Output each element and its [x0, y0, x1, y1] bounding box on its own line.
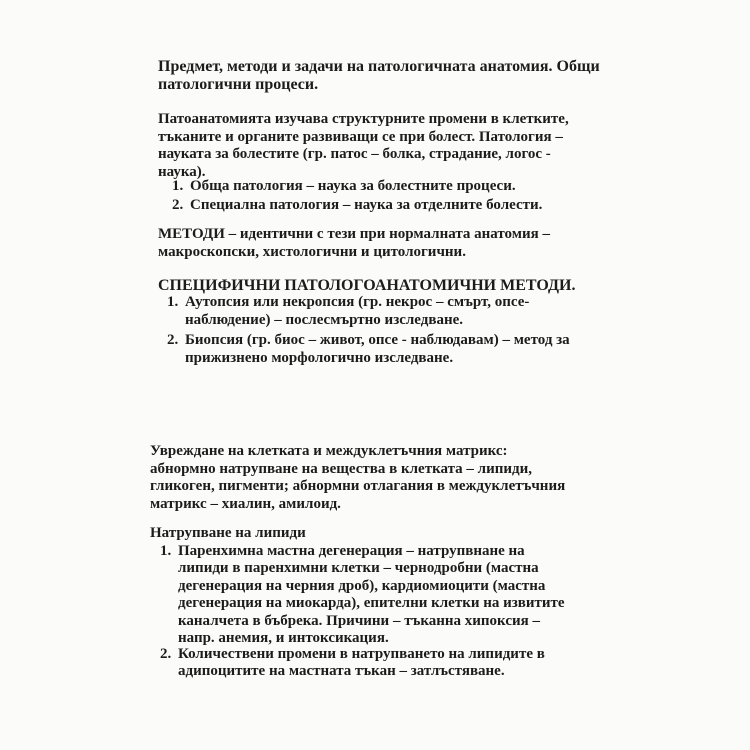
damage-line: Увреждане на клетката и междуклетъчния матрикс: [150, 443, 508, 459]
list-number: 2. [167, 332, 179, 348]
list-text: Специална патология – наука за отделните болести. [190, 197, 543, 213]
lipids-item-2 [160, 646, 545, 681]
list-text-continued: дегенерация на миокарда), епителни клетки на извитите [178, 595, 565, 612]
list-text: Паренхимна мастна дегенерация – натрупвнане на [178, 543, 525, 559]
list-text: Аутопсия или некропсия (гр. некрос – смърт, опсе- [185, 294, 530, 310]
lipids-item-1 [160, 543, 565, 647]
list-text-continued: каналчета в бъбрека. Причини – тъканна хипоксия – [178, 612, 540, 629]
list-item [172, 196, 542, 215]
list-text-continued: наблюдение) – послесмъртно изследване. [185, 311, 463, 328]
intro-line: Патоанатомията изучава структурните промени в клетките, [158, 111, 569, 127]
damage-line: абнормно натрупване на вещества в клетката – липиди, [150, 460, 532, 477]
page-title [158, 58, 600, 94]
pathology-list [172, 177, 542, 215]
list-item [160, 646, 545, 663]
list-item [167, 294, 570, 312]
damage-line: гликоген, пигменти; абнормни отлагания в междуклетъчния [150, 478, 566, 494]
list-text: Биопсия (гр. биос – живот, опсе - наблюдавам) – метод за [185, 332, 570, 348]
intro-line: науката за болестите (гр. патос – болка, страдание, логос - [158, 146, 551, 162]
list-number: 2. [172, 197, 184, 213]
list-text: Количествени промени в натрупването на липидите в [178, 646, 545, 662]
list-number: 1. [172, 178, 184, 194]
methods-paragraph [158, 226, 550, 261]
damage-line: матрикс – хиалин, амилоид. [150, 495, 341, 512]
list-text-continued: прижизнено морфологично изследване. [185, 349, 454, 366]
specific-methods-list [167, 294, 570, 367]
intro-line: тъканите и органите развиващи се при болест. Патология – [158, 128, 563, 145]
methods-line: макроскопски, хистологични и цитологични. [158, 243, 466, 260]
list-item [160, 543, 565, 560]
lipids-heading: Натрупване на липиди [150, 525, 306, 541]
intro-line: наука). [158, 163, 206, 180]
list-text-continued: адипоцитите на мастната тъкан – затлъстяване. [178, 663, 505, 680]
methods-line: МЕТОДИ – идентични с тези при нормалната анатомия – [158, 226, 550, 242]
list-number: 1. [160, 543, 172, 559]
list-item [172, 177, 542, 196]
list-text-continued: липиди в паренхимни клетки – чернодробни (мастна [178, 560, 539, 577]
specific-methods-heading: СПЕЦИФИЧНИ ПАТОЛОГОАНАТОМИЧНИ МЕТОДИ. [158, 277, 576, 294]
title-line-2: патологични процеси. [158, 76, 319, 93]
title-line-1: Предмет, методи и задачи на патологичната анатомия. Общи [158, 58, 600, 75]
intro-paragraph [158, 111, 569, 181]
list-item [167, 332, 570, 350]
list-number: 2. [160, 646, 172, 662]
list-number: 1. [167, 294, 179, 310]
list-text-continued: дегенерация на черния дроб), кардиомиоцити (мастна [178, 577, 546, 594]
list-text-continued: напр. анемия, и интоксикация. [178, 630, 389, 647]
damage-paragraph [150, 443, 565, 513]
list-text: Обща патология – наука за болестните процеси. [190, 178, 516, 194]
